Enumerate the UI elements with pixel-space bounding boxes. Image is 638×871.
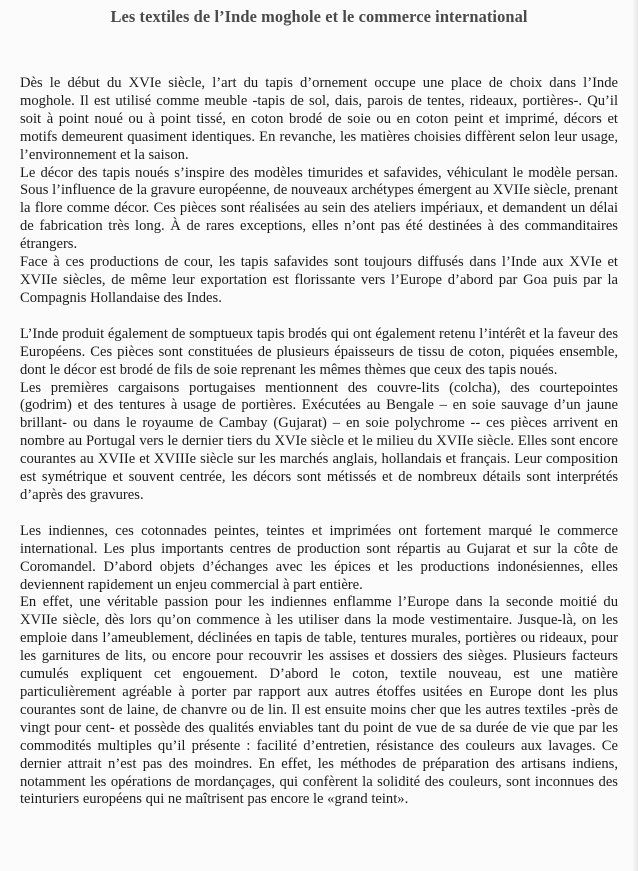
paragraph-3: Face à ces productions de cour, les tapis safavides sont toujours diffusés dans l’Inde aux XVIe et XVIIe siècles, de même leur exportation est florissante vers l’Europe d’abord par Goa puis par la Compagnis Hollandaise des Indes. <box>20 254 618 306</box>
paragraph-6: Les indiennes, ces cotonnades peintes, teintes et imprimées ont fortement marqué le commerce international. Les plus importants centres de production sont répartis au Gujarat et sur la côte de Coromandel. D’abord objets d’échanges avec les épices et les productions indonésiennes, elles deviennent rapidement un enjeu commercial à part entière. <box>20 522 618 593</box>
paragraph-2: Le décor des tapis noués s’inspire des modèles timurides et safavides, véhiculant le modèle persan. Sous l’influence de la gravure européenne, de nouveaux archétypes émergent au XVIIe siècle, prenant la flore comme décor. Ces pièces sont réalisées au sein des ateliers impériaux, et demandent un délai de fabrication très long. À de rares exceptions, elles n’ont pas été destinées à des commanditaires étrangers. <box>20 164 618 253</box>
section-gap <box>20 505 618 523</box>
paragraph-5: Les premières cargaisons portugaises mentionnent des couvre-lits (colcha), des courtepointes (godrim) et des tentures à usage de portières. Exécutées au Bengale – en soie sauvage d’un jaune brillant- ou dans le royaume de Cambay (Gujarat) – en soie polychrome -- ces pièces arrivent en nombre au Portugal vers le dernier tiers du XVIe siècle et le milieu du XVIIe siècle. Elles sont encore courantes au XVIIe et XVIIIe siècle sur les marchés anglais, hollandais et français. Leur composition est symétrique et souvent centrée, les décors sont métissés et de nombreux détails sont interprétés d’après des gravures. <box>20 379 618 503</box>
page-edge-shadow <box>632 0 638 871</box>
document-body <box>20 75 618 809</box>
section-gap <box>20 308 618 326</box>
paragraph-4: L’Inde produit également de somptueux tapis brodés qui ont également retenu l’intérêt et la faveur des Européens. Ces pièces sont constituées de plusieurs épaisseurs de tissu de coton, piquées ensemble, dont le décor est brodé de fils de soie reprenant les mêmes thèmes que ceux des tapis noués. <box>20 325 618 378</box>
paragraph-1: Dès le début du XVIe siècle, l’art du tapis d’ornement occupe une place de choix dans l’Inde moghole. Il est utilisé comme meuble -tapis de sol, dais, parois de tentes, rideaux, portières-. Qu’il soit à point noué ou à point tissé, en coton brodé de soie ou en coton peint et imprimé, décors et motifs demeurent quasiment identiques. En revanche, les matières choisies diffèrent selon leur usage, l’environnement et la saison. <box>20 75 618 163</box>
paragraph-7: En effet, une véritable passion pour les indiennes enflamme l’Europe dans la seconde moitié du XVIIe siècle, dès lors qu’on commence à les utiliser dans la mode vestimentaire. Jusque-là, on les emploie dans l’ameublement, déclinées en tapis de table, tentures murales, portières ou rideaux, pour les garnitures de lits, ou encore pour recouvrir les assises et dossiers des sièges. Plusieurs facteurs cumulés expliquent cet engouement. D’abord le coton, textile nouveau, est une matière particulièrement agréable à porter par rapport aux autres étoffes usitées en Europe dont les plus courantes sont de laine, de chanvre ou de lin. Il est ensuite moins cher que les autres textiles -près de vingt pour cent- et possède des qualités enviables tant du point de vue de sa durée de vie que par les commodités multiples qu’il présente : facilité d’entretien, résistance des couleurs aux lavages. Ce dernier attrait n’est pas des moindres. En effet, les méthodes de préparation des artisans indiens, notamment les opérations de mordançages, qui confèrent la solidité des couleurs, sont inconnues des teinturiers européens qui ne maîtrisent pas encore le «grand teint». <box>20 594 618 808</box>
page-title: Les textiles de l’Inde moghole et le commerce international <box>110 7 528 26</box>
